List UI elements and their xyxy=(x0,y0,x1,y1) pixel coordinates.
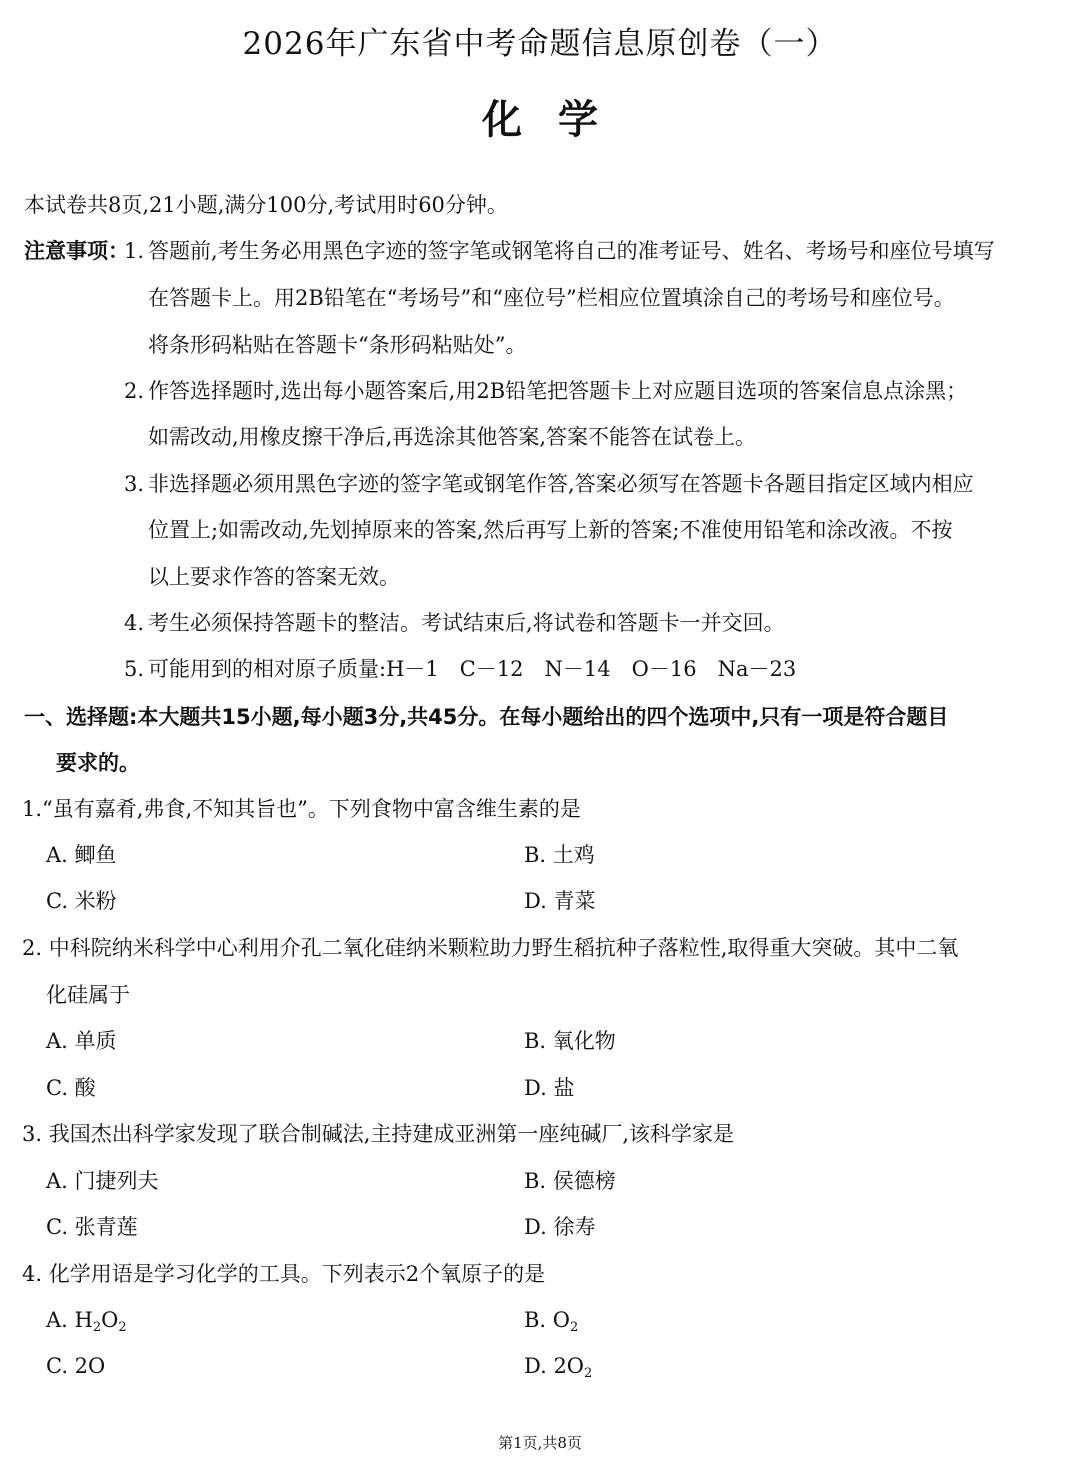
notice-5-line-1: 可能用到的相对原子质量:H－1 C－12 N－14 O－16 Na－23 xyxy=(148,657,797,681)
notice-4-line-1: 考生必须保持答题卡的整洁。考试结束后,将试卷和答题卡一并交回。 xyxy=(148,611,785,635)
notice-1-line-2: 在答题卡上。用2B铅笔在“考场号”和“座位号”栏相应位置填涂自己的考场号和座位号。 xyxy=(148,286,955,310)
formula-text: D. 2O xyxy=(524,1354,585,1378)
notice-3-line-1: 非选择题必须用黑色字迹的签字笔或钢笔作答,答案必须写在答题卡各题目指定区域内相应 xyxy=(148,472,974,496)
question-2-option-c: C. 酸 xyxy=(46,1076,96,1100)
question-1-stem: 1.“虽有嘉肴,弗食,不知其旨也”。下列食物中富含维生素的是 xyxy=(22,797,581,821)
page-footer: 第1页,共8页 xyxy=(498,1434,582,1452)
question-3-option-d: D. 徐寿 xyxy=(524,1215,596,1239)
section-heading: 一、选择题:本大题共15小题,每小题3分,共45分。在每小题给出的四个选项中,只有一项是符合题目 xyxy=(24,705,949,729)
question-3-option-a: A. 门捷列夫 xyxy=(46,1169,159,1193)
notice-1-num: 1. xyxy=(124,239,145,263)
question-2-option-d: D. 盐 xyxy=(524,1076,575,1100)
question-4-option-b xyxy=(524,1305,578,1343)
formula-subscript: 2 xyxy=(570,1320,579,1335)
exam-title: 2026年广东省中考命题信息原创卷（一） xyxy=(242,26,838,62)
formula-text: A. H xyxy=(46,1308,93,1332)
question-3-stem: 3. 我国杰出科学家发现了联合制碱法,主持建成亚洲第一座纯碱厂,该科学家是 xyxy=(22,1122,735,1146)
question-1-option-a: A. 鲫鱼 xyxy=(46,843,117,867)
intro-text: 本试卷共8页,21小题,满分100分,考试用时60分钟。 xyxy=(24,193,508,217)
question-3-option-c: C. 张青莲 xyxy=(46,1215,138,1239)
question-1-option-d: D. 青菜 xyxy=(524,889,596,913)
section-heading-cont: 要求的。 xyxy=(56,751,140,775)
notice-5-num: 5. xyxy=(124,657,145,681)
notice-4-num: 4. xyxy=(124,611,145,635)
formula-subscript: 2 xyxy=(584,1366,593,1381)
question-2-option-a: A. 单质 xyxy=(46,1029,117,1053)
formula-text: O xyxy=(101,1308,119,1332)
question-3-option-b: B. 侯德榜 xyxy=(524,1169,616,1193)
question-2-option-b: B. 氧化物 xyxy=(524,1029,616,1053)
question-1-option-c: C. 米粉 xyxy=(46,889,117,913)
notice-2-line-2: 如需改动,用橡皮擦干净后,再选涂其他答案,答案不能答在试卷上。 xyxy=(148,425,757,449)
notice-1-line-3: 将条形码粘贴在答题卡“条形码粘贴处”。 xyxy=(148,333,527,357)
notice-2-line-1: 作答选择题时,选出每小题答案后,用2B铅笔把答题卡上对应题目选项的答案信息点涂黑； xyxy=(148,379,968,403)
question-1-option-b: B. 土鸡 xyxy=(524,843,595,867)
notice-2-num: 2. xyxy=(124,379,145,403)
notice-3-num: 3. xyxy=(124,472,145,496)
question-2-stem-cont: 化硅属于 xyxy=(46,983,130,1007)
formula-subscript: 2 xyxy=(92,1320,102,1335)
formula-text: B. O xyxy=(524,1308,570,1332)
question-4-option-d xyxy=(524,1351,592,1389)
notice-label: 注意事项： xyxy=(24,239,129,263)
question-4-option-a xyxy=(46,1305,127,1343)
question-4-option-c: C. 2O xyxy=(46,1354,106,1378)
subject-title: 化学 xyxy=(482,97,634,143)
notice-3-line-2: 位置上;如需改动,先划掉原来的答案,然后再写上新的答案;不准使用铅笔和涂改液。不按 xyxy=(148,518,953,542)
notice-3-line-3: 以上要求作答的答案无效。 xyxy=(148,565,400,589)
question-4-stem: 4. 化学用语是学习化学的工具。下列表示2个氧原子的是 xyxy=(22,1262,546,1286)
question-2-stem: 2. 中科院纳米科学中心利用介孔二氧化硅纳米颗粒助力野生稻抗种子落粒性,取得重大突破。其中二氧 xyxy=(22,936,959,960)
formula-subscript: 2 xyxy=(118,1320,127,1335)
notice-1-line-1: 答题前,考生务必用黑色字迹的签字笔或钢笔将自己的准考证号、姓名、考场号和座位号填写 xyxy=(148,239,995,263)
